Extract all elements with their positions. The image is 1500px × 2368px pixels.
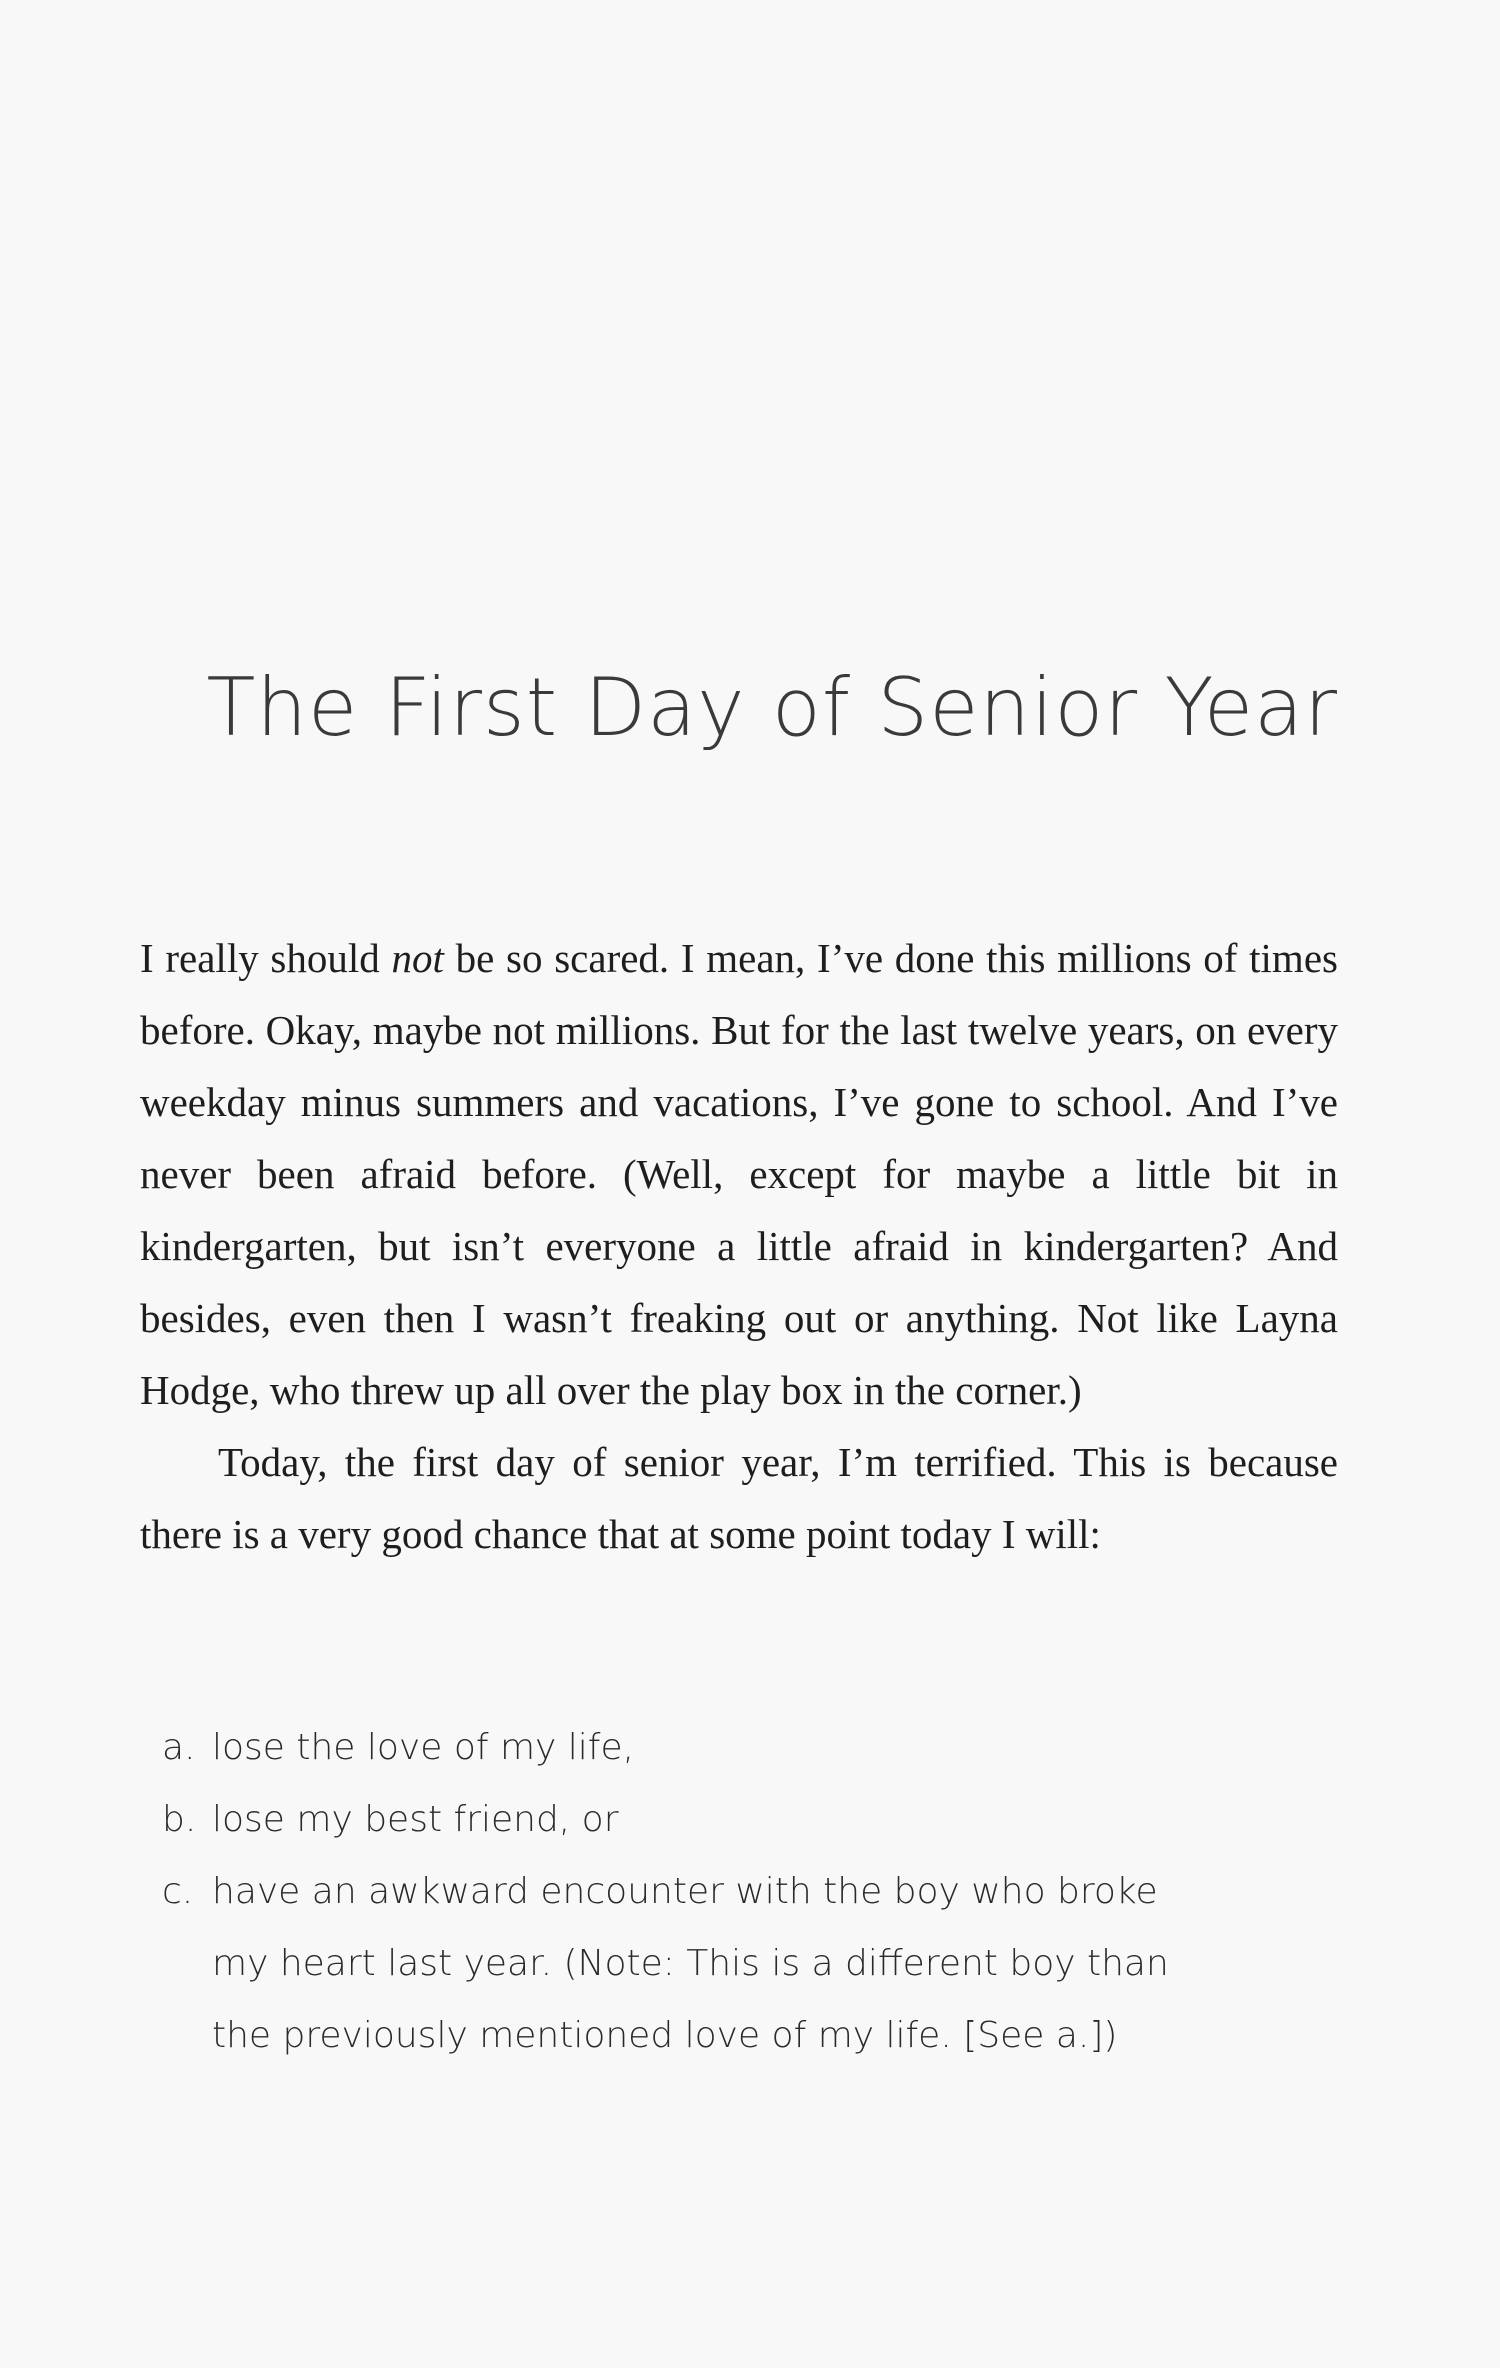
paragraph-1-before: I really should (140, 935, 392, 981)
chapter-title: The First Day of Senior Year (206, 661, 1338, 754)
paragraph-2: Today, the first day of senior year, I’m terrified. This is because there is a very good chance that at some point today I will: (140, 1439, 1338, 1557)
paragraph-1-emphasis: not (391, 935, 444, 981)
list-item (162, 1784, 1282, 1856)
list-item (162, 1712, 1282, 1784)
list-item-text: have an awkward encounter with the boy who broke my heart last year. (Note: This is a different boy than the previously mentioned love of my life. [See a.]) (212, 1871, 1169, 2056)
list-item-marker: a. (162, 1727, 196, 1768)
list-item-text: lose my best friend, or (212, 1799, 619, 1840)
chapter-body (140, 922, 1338, 1570)
paragraph-1-after: be so scared. I mean, I’ve done this millions of times before. Okay, maybe not millions. But for the last twelve years, on every weekday minus summers and vacations, I’ve gone to school. And I’ve never been afraid before. (Well, except for maybe a little bit in kindergarten, but isn’t everyone a little afraid in kindergarten? And besides, even then I wasn’t freaking out or anything. Not like Layna Hodge, who threw up all over the play box in the corner.) (140, 935, 1338, 1413)
list-item-marker: c. (162, 1871, 194, 1912)
list-item-marker: b. (162, 1799, 197, 1840)
paragraph-1 (140, 922, 1338, 1426)
list-item (162, 1856, 1282, 2072)
list-item-text: lose the love of my life, (212, 1727, 635, 1768)
options-list (162, 1712, 1282, 2072)
